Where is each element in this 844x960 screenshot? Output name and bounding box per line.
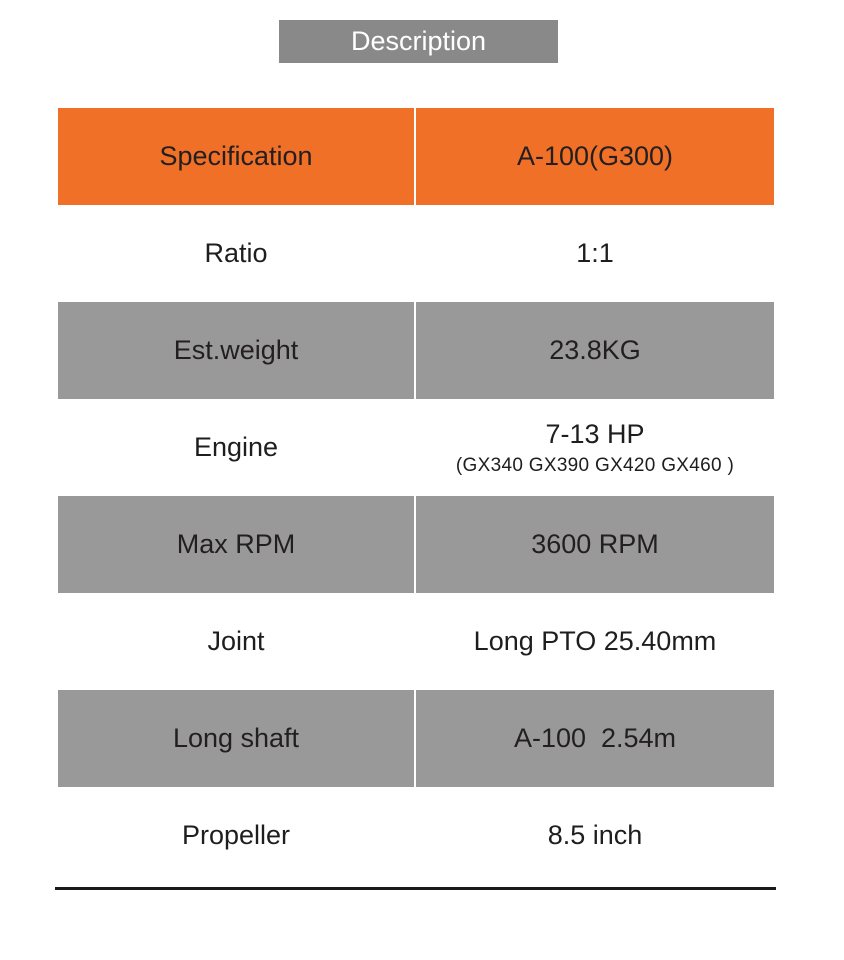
row-value: 1:1 [576,238,614,268]
row-value: 8.5 inch [547,820,643,850]
row-label: Joint [207,626,265,656]
row-label: Max RPM [58,496,414,593]
row-value: A-100 2.54m [416,690,774,787]
table-row [58,399,774,496]
row-value: 23.8KG [416,302,774,399]
table-row [58,496,774,593]
row-label: Long shaft [58,690,414,787]
table-row [58,690,774,787]
engine-hp: 7-13 HP [545,418,645,449]
row-value-engine [416,399,774,496]
row-label: Est.weight [58,302,414,399]
table-header-row [58,108,774,205]
row-value: 3600 RPM [416,496,774,593]
engine-models: (GX340 GX390 GX420 GX460 ) [455,454,735,476]
description-title: Description [279,20,558,63]
table-row [58,205,774,302]
row-label: Engine [193,432,279,462]
row-label: Propeller [181,820,291,850]
header-specification: Specification [58,108,414,205]
spec-table [58,108,774,884]
row-value: Long PTO 25.40mm [473,626,717,656]
table-row [58,787,774,884]
table-row [58,302,774,399]
table-row [58,593,774,690]
bottom-divider [55,887,776,890]
header-model: A-100(G300) [416,108,774,205]
row-label: Ratio [204,238,268,268]
